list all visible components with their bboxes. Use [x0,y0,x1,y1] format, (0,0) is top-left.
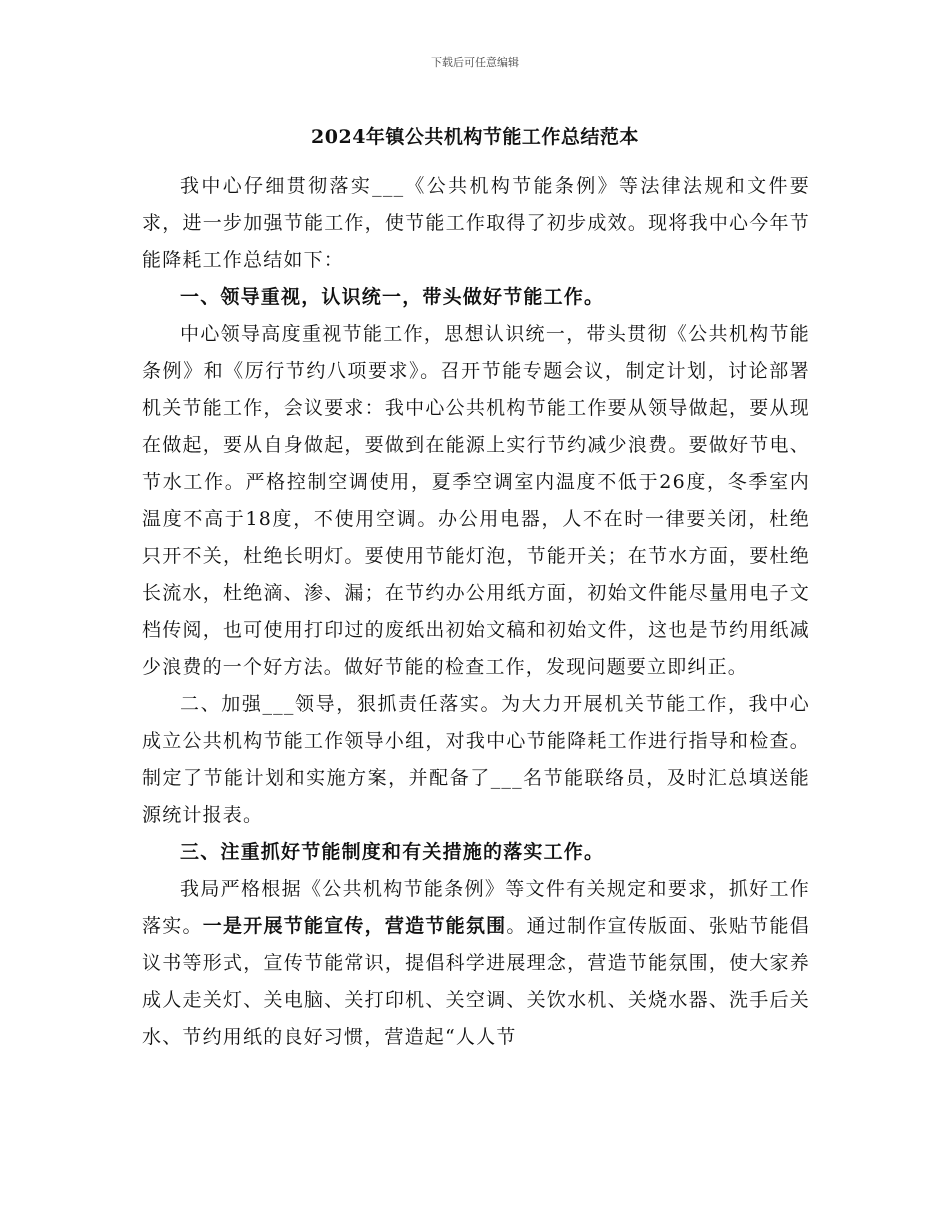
section-body-3-rest: 。通过制作宣传版面、张贴节能倡议书等形式，宣传节能常识，提倡科学进展理念，营造节能氛围，使大家养成人走关灯、关电脑、关打印机、关空调、关饮水机、关烧水器、洗手后关水、节约用纸的良好习惯，营造起“人人节 [142,915,810,1048]
section-body-2: 二、加强___领导，狠抓责任落实。为大力开展机关节能工作，我中心成立公共机构节能工作领导小组，对我中心节能降耗工作进行指导和检查。制定了节能计划和实施方案，并配备了___名节能联络员，及时汇总填送能源统计报表。 [142,693,810,826]
section-body-3-lead: 我局严格根据《公共机构节能条例》等文件有关规定和要求，抓好工作落实。 [142,878,810,937]
section-body-3-emphasis: 一是开展节能宣传，营造节能氛围 [202,915,507,937]
section-heading-3: 三、注重抓好节能制度和有关措施的落实工作。 [180,841,605,863]
section-body-3 [142,871,810,1056]
header-note: 下载后可任意编辑 [431,56,519,69]
document-body [142,168,810,1056]
section-body-1: 中心领导高度重视节能工作，思想认识统一，带头贯彻《公共机构节能条例》和《厉行节约八项要求》。召开节能专题会议，制定计划，讨论部署机关节能工作，会议要求：我中心公共机构节能工作要从领导做起，要从现在做起，要从自身做起，要做到在能源上实行节约减少浪费。要做好节电、节水工作。严格控制空调使用，夏季空调室内温度不低于26度，冬季室内温度不高于18度，不使用空调。办公用电器，人不在时一律要关闭，杜绝只开不关，杜绝长明灯。要使用节能灯泡，节能开关；在节水方面，要杜绝长流水，杜绝滴、渗、漏；在节约办公用纸方面，初始文件能尽量用电子文档传阅，也可使用打印过的废纸出初始文稿和初始文件，这也是节约用纸减少浪费的一个好方法。做好节能的检查工作，发现问题要立即纠正。 [142,323,810,678]
document-title: 2024年镇公共机构节能工作总结范本 [311,126,639,148]
section-heading-1: 一、领导重视，认识统一，带头做好节能工作。 [180,286,605,308]
intro-paragraph: 我中心仔细贯彻落实___《公共机构节能条例》等法律法规和文件要求，进一步加强节能工作，使节能工作取得了初步成效。现将我中心今年节能降耗工作总结如下： [142,175,810,271]
